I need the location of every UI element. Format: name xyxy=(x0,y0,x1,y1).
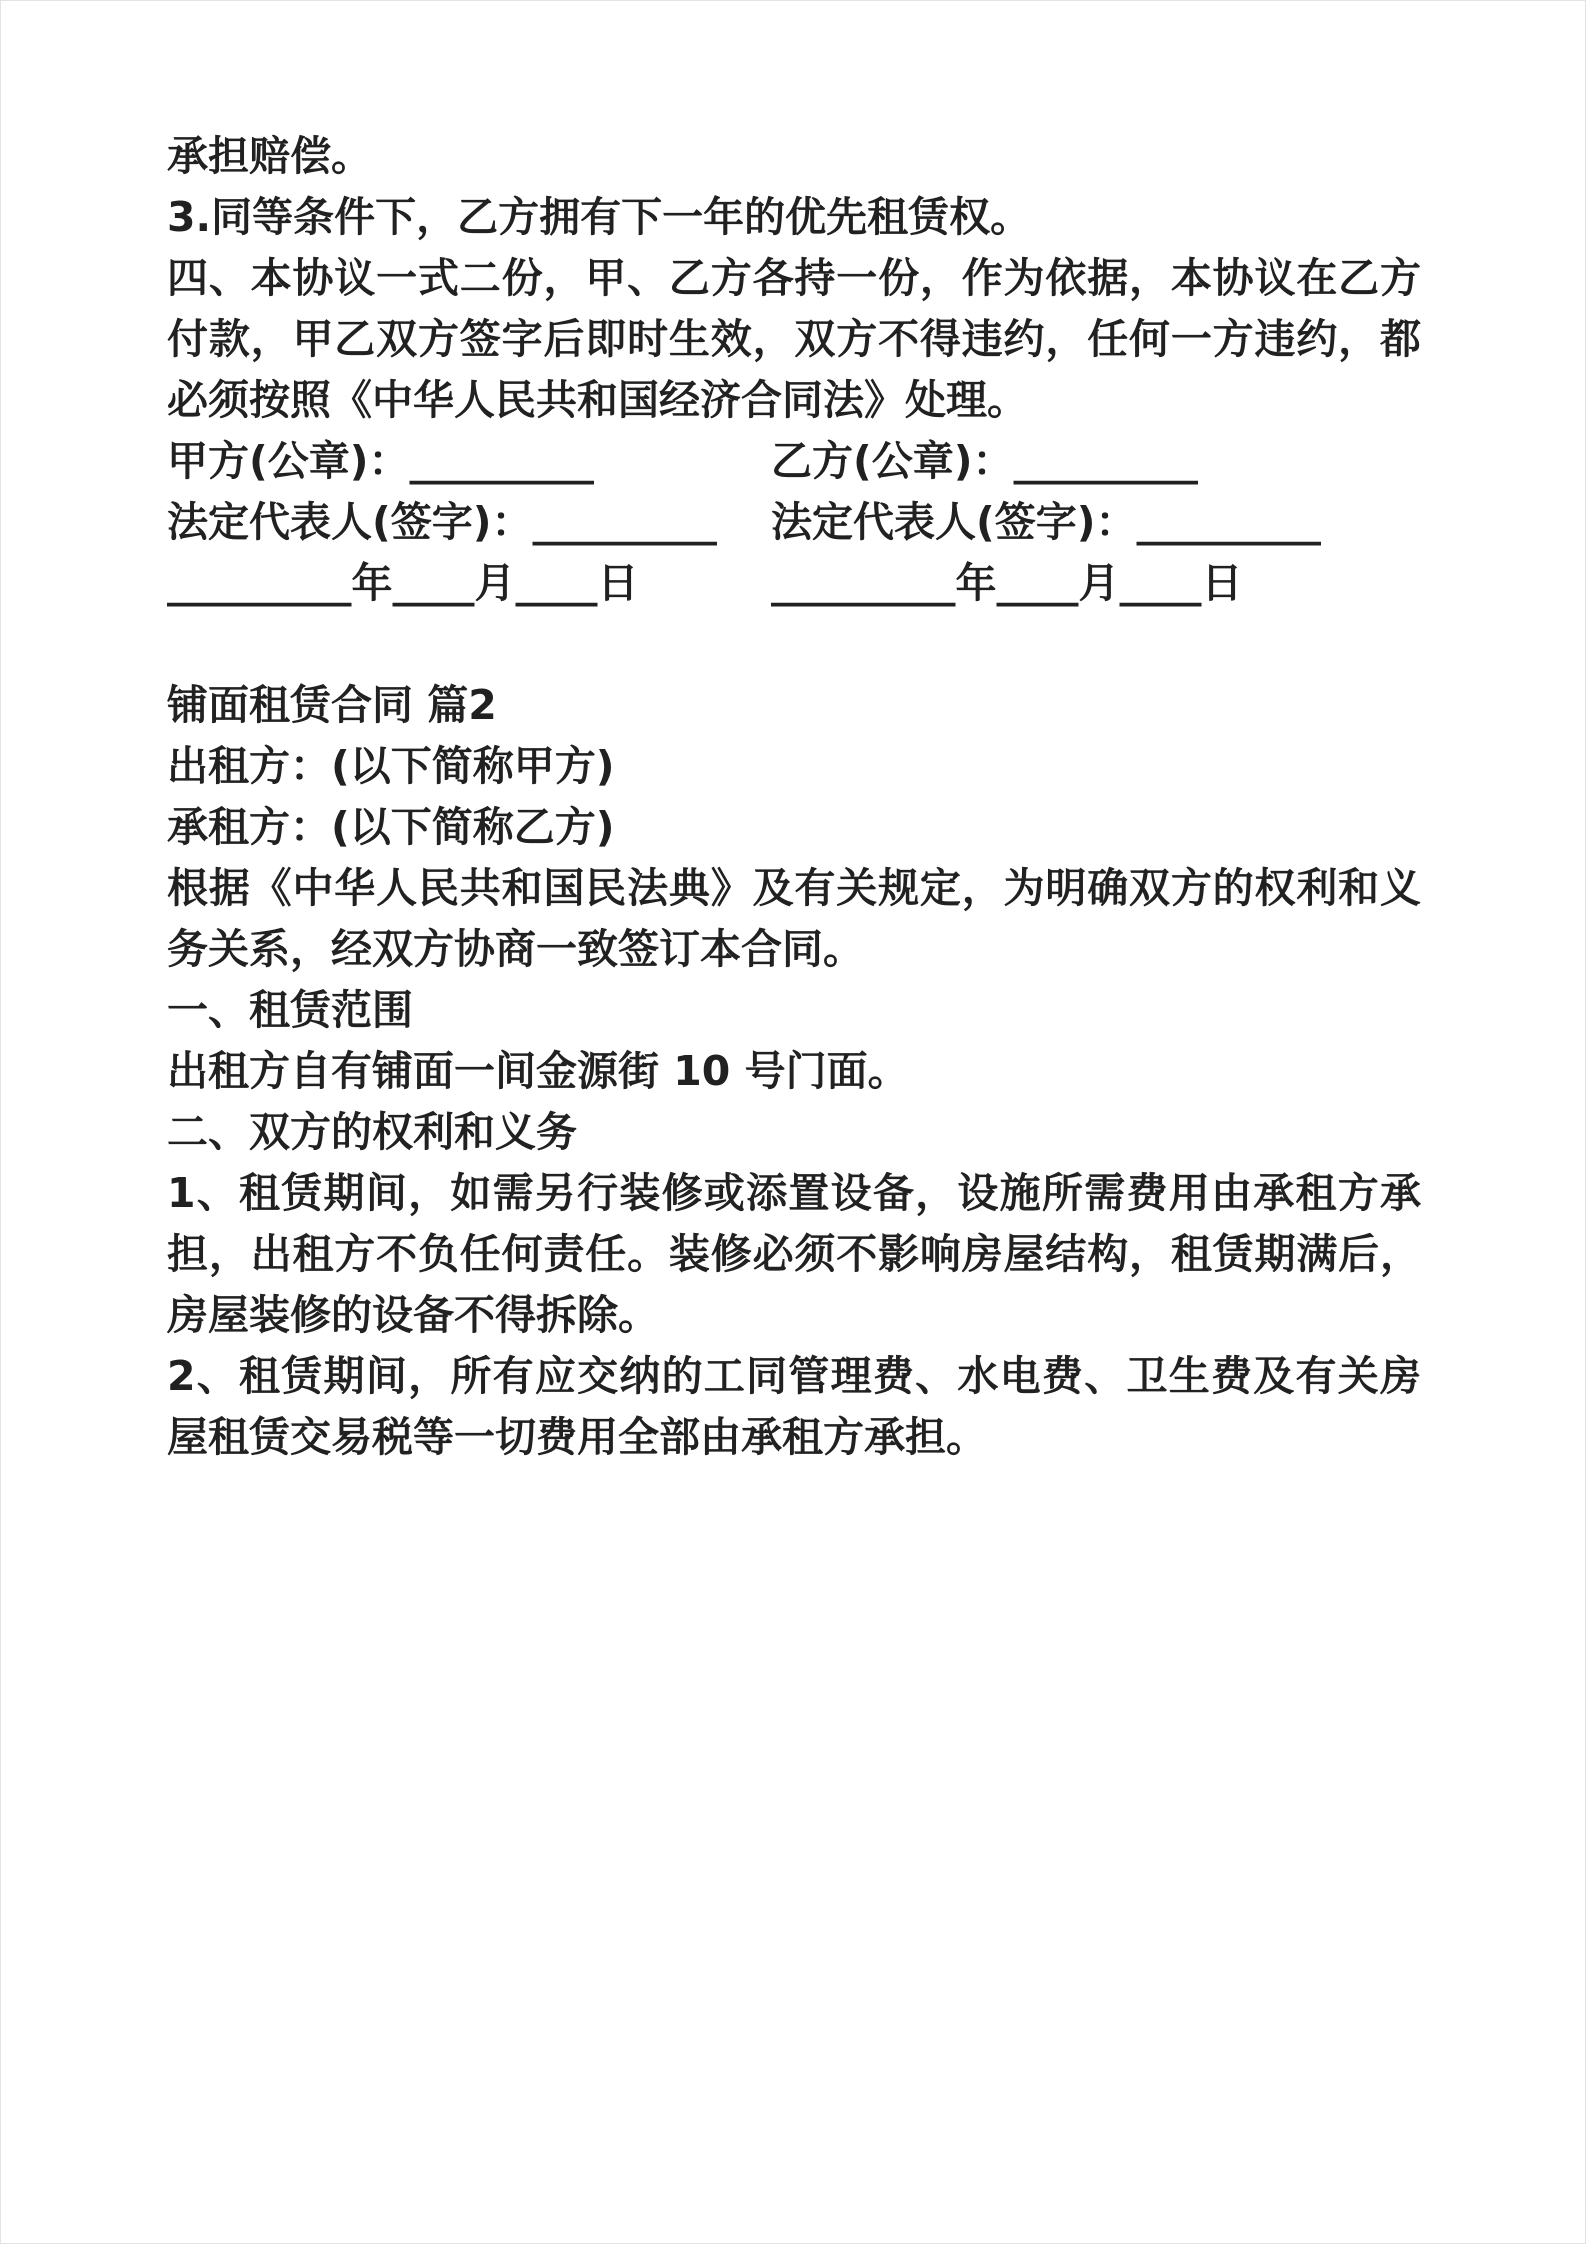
para-clause2: 2、租赁期间，所有应交纳的工同管理费、水电费、卫生费及有关房屋租赁交易税等一切费用全部由承租方承担。 xyxy=(167,1352,1421,1461)
heading-rights-obligations: 二、双方的权利和义务 xyxy=(167,1108,577,1156)
date-a-line: _________年____月____日 xyxy=(167,559,639,607)
para-intro: 根据《中华人民共和国民法典》及有关规定，为明确双方的权利和义务关系，经双方协商一致签订本合同。 xyxy=(167,864,1421,973)
party-a-seal-line: 甲方(公章)：_________ xyxy=(167,437,594,485)
signature-row-date xyxy=(167,553,1421,614)
para-scope: 出租方自有铺面一间金源街 10 号门面。 xyxy=(167,1047,909,1095)
blank-line xyxy=(167,614,1421,675)
para-compensation: 承担赔偿。 xyxy=(167,132,372,180)
para-clause-four: 四、本协议一式二份，甲、乙方各持一份，作为依据，本协议在乙方付款，甲乙双方签字后即时生效，双方不得违约，任何一方违约，都必须按照《中华人民共和国经济合同法》处理。 xyxy=(167,254,1421,424)
party-b-seal-line: 乙方(公章)：_________ xyxy=(771,437,1198,485)
para-lessor: 出租方：(以下简称甲方) xyxy=(167,742,615,790)
heading-lease-scope: 一、租赁范围 xyxy=(167,986,413,1034)
rep-b-signature-line: 法定代表人(签字)：_________ xyxy=(771,498,1321,546)
para-priority-lease: 3.同等条件下，乙方拥有下一年的优先租赁权。 xyxy=(167,193,1032,241)
para-lessee: 承租方：(以下简称乙方) xyxy=(167,803,615,851)
signature-row-representative xyxy=(167,492,1421,553)
para-clause1: 1、租赁期间，如需另行装修或添置设备，设施所需费用由承租方承担，出租方不负任何责任。装修必须不影响房屋结构，租赁期满后，房屋装修的设备不得拆除。 xyxy=(167,1169,1421,1339)
signature-row-seal xyxy=(167,431,1421,492)
date-b-line: _________年____月____日 xyxy=(771,559,1243,607)
section2-title: 铺面租赁合同 篇2 xyxy=(167,681,497,729)
rep-a-signature-line: 法定代表人(签字)：_________ xyxy=(167,498,717,546)
